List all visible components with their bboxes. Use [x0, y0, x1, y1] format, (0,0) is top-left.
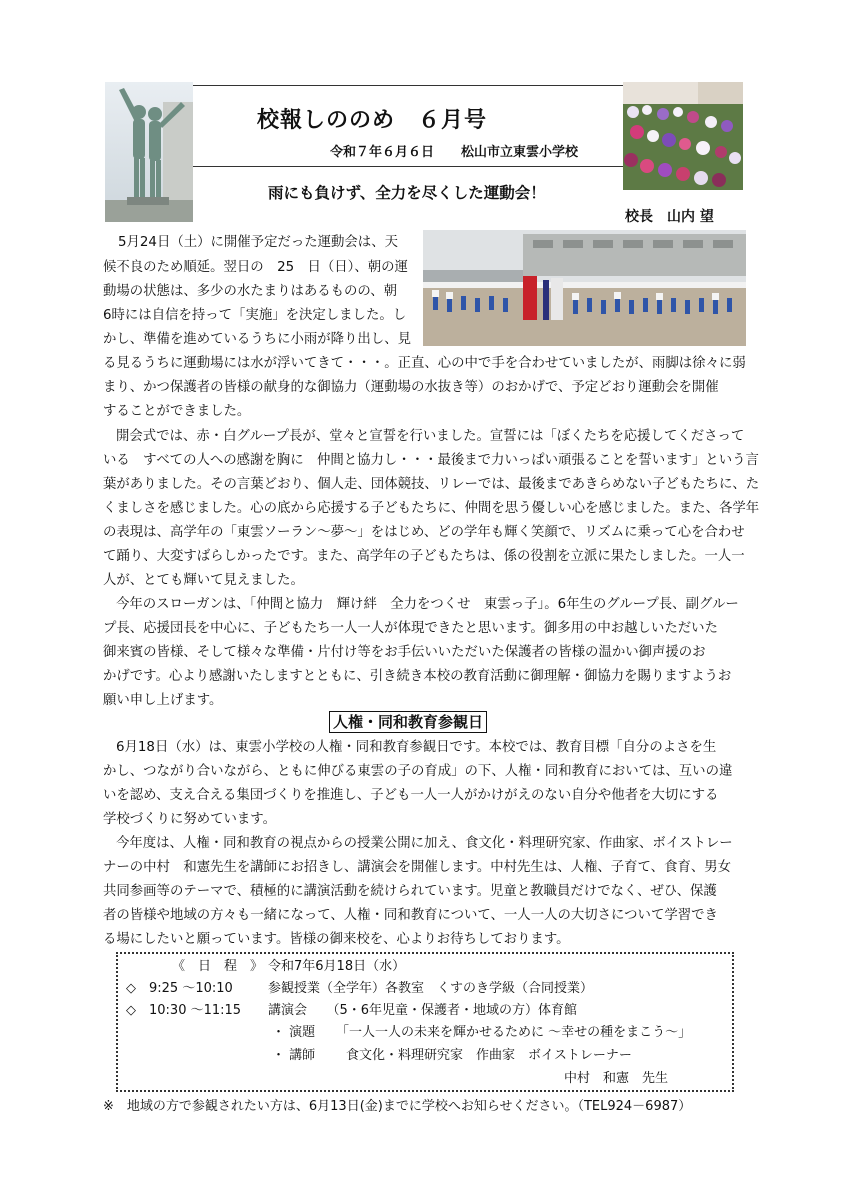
principal-name: 校長 山内 望	[625, 209, 714, 225]
topic-label: ・ 演題	[272, 1025, 316, 1040]
article-line: くましさを感じました。心の底から応援する子どもたちに、仲間を思う優しい心を感じました。また、各学年	[103, 501, 760, 516]
article-line: かし、準備を進めているうちに小雨が降り出し、見	[103, 332, 411, 347]
schedule-time-1: ◇ 9:25 ～10:10	[126, 981, 233, 996]
article-line: 5月24日（土）に開催予定だった運動会は、天	[118, 235, 398, 250]
school-name: 松山市立東雲小学校	[461, 145, 579, 160]
headline: 雨にも負けず、全力を尽くした運動会！	[268, 184, 546, 202]
section-line: る場にしたいと願っています。皆様の御来校を、心よりお待ちしております。	[103, 932, 570, 947]
lecturer-desc: 食文化・料理研究家 作曲家 ボイストレーナー	[346, 1048, 632, 1063]
sports-day-photo	[423, 230, 746, 346]
topic-text: 「一人一人の未来を輝かせるために ～幸せの種をまこう～」	[336, 1025, 692, 1040]
schedule-label: 《 日 程 》	[172, 959, 264, 974]
lecturer-name: 中村 和憲 先生	[564, 1071, 669, 1086]
lecturer-label: ・ 講師	[272, 1048, 316, 1063]
article-line: 開会式では、赤・白グループ長が、堂々と宣誓を行いました。宣誓には「ぼくたちを応援してくださって	[116, 429, 745, 444]
article-line: 候不良のため順延。翌日の 25 日（日）、朝の運	[103, 260, 408, 275]
section-line: 共同参画等のテーマで、積極的に講演活動を続けられています。児童と教職員だけでなく、ぜひ、保護	[103, 884, 717, 899]
statue-photo	[105, 82, 193, 222]
footer-note: ※ 地域の方で参観されたい方は、6月13日(金)までに学校へお知らせください。（TEL924－6987）	[103, 1099, 692, 1114]
schedule-event-1: 参観授業（全学年）各教室 くすのき学級（合同授業）	[268, 981, 594, 996]
section-line: いを認め、支え合える集団づくりを推進し、子ども一人一人がかけがえのない自分や他者を大切にする	[103, 788, 719, 803]
section-line: ナーの中村 和憲先生を講師にお招きし、講演会を開催します。中村先生は、人権、子育て、食育、男女	[103, 860, 732, 875]
article-line: る見るうちに運動場には水が浮いてきて・・・。正直、心の中で手を合わせていましたが、雨脚は徐々に弱	[103, 356, 746, 371]
header-bottom-rule	[193, 166, 623, 167]
article-line: 人が、とても輝いて見えました。	[103, 573, 304, 588]
article-line: いる すべての人への感謝を胸に 仲間と協力し・・・最後まで力いっぱい頑張ることを誓います」という言	[103, 453, 759, 468]
article-line: プ長、応援団長を中心に、子どもたち一人一人が体現できたと思います。御多用の中お越しいただいた	[103, 621, 718, 636]
article-line: 今年のスローガンは、「仲間と協力 輝け絆 全力をつくせ 東雲っ子」。6年生のグループ長、副グルー	[116, 597, 739, 612]
page-title: 校報しののめ ６月号	[257, 108, 488, 133]
article-line: て踊り、大変すばらしかったです。また、高学年の子どもたちは、係の役割を立派に果たしました。一人一	[103, 549, 745, 564]
article-line: の表現は、高学年の「東雲ソーラン～夢～」をはじめ、どの学年も輝く笑顔で、リズムに乗って心を合わせ	[103, 525, 745, 540]
article-line: 御来賓の皆様、そして様々な準備・片付け等をお手伝いいただいた保護者の皆様の温かい御声援のお	[103, 645, 706, 660]
schedule-box	[116, 952, 734, 1092]
issue-date: 令和７年６月６日	[330, 145, 435, 160]
article-line: まり、かつ保護者の皆様の献身的な御協力（運動場の水抜き等）のおかげで、予定どおり運動会を開催	[103, 380, 719, 395]
article-line: 6時には自信を持って「実施」を決定しました。し	[103, 308, 407, 323]
article-line: 動場の状態は、多少の水たまりはあるものの、朝	[103, 284, 398, 299]
schedule-event-2: 講演会 （5・6年児童・保護者・地域の方）体育館	[268, 1003, 578, 1018]
flower-photo	[623, 82, 743, 190]
article-line: 願い申し上げます。	[103, 693, 223, 708]
section-line: 6月18日（水）は、東雲小学校の人権・同和教育参観日です。本校では、教育目標「自分のよさを生	[116, 740, 717, 755]
section-line: 学校づくりに努めています。	[103, 812, 277, 827]
article-line: かげです。心より感謝いたしますとともに、引き続き本校の教育活動に御理解・御協力を賜りますようお	[103, 669, 732, 684]
section-line: 今年度は、人権・同和教育の視点からの授業公開に加え、食文化・料理研究家、作曲家、ボイストレー	[116, 836, 733, 851]
header-top-rule	[193, 85, 623, 86]
section-title: 人権・同和教育参観日	[329, 711, 487, 733]
section-line: かし、つながり合いながら、ともに伸びる東雲の子の育成」の下、人権・同和教育においては、互いの違	[103, 764, 733, 779]
article-line: することができました。	[103, 404, 251, 419]
schedule-time-2: ◇ 10:30 ～11:15	[126, 1003, 242, 1018]
section-line: 者の皆様や地域の方々も一緒になって、人権・同和教育について、一人一人の大切さについて学習でき	[103, 908, 718, 923]
schedule-date: 令和7年6月18日（水）	[268, 959, 406, 974]
article-line: 葉がありました。その言葉どおり、個人走、団体競技、リレーでは、最後まであきらめない子どもたちに、た	[103, 477, 760, 492]
